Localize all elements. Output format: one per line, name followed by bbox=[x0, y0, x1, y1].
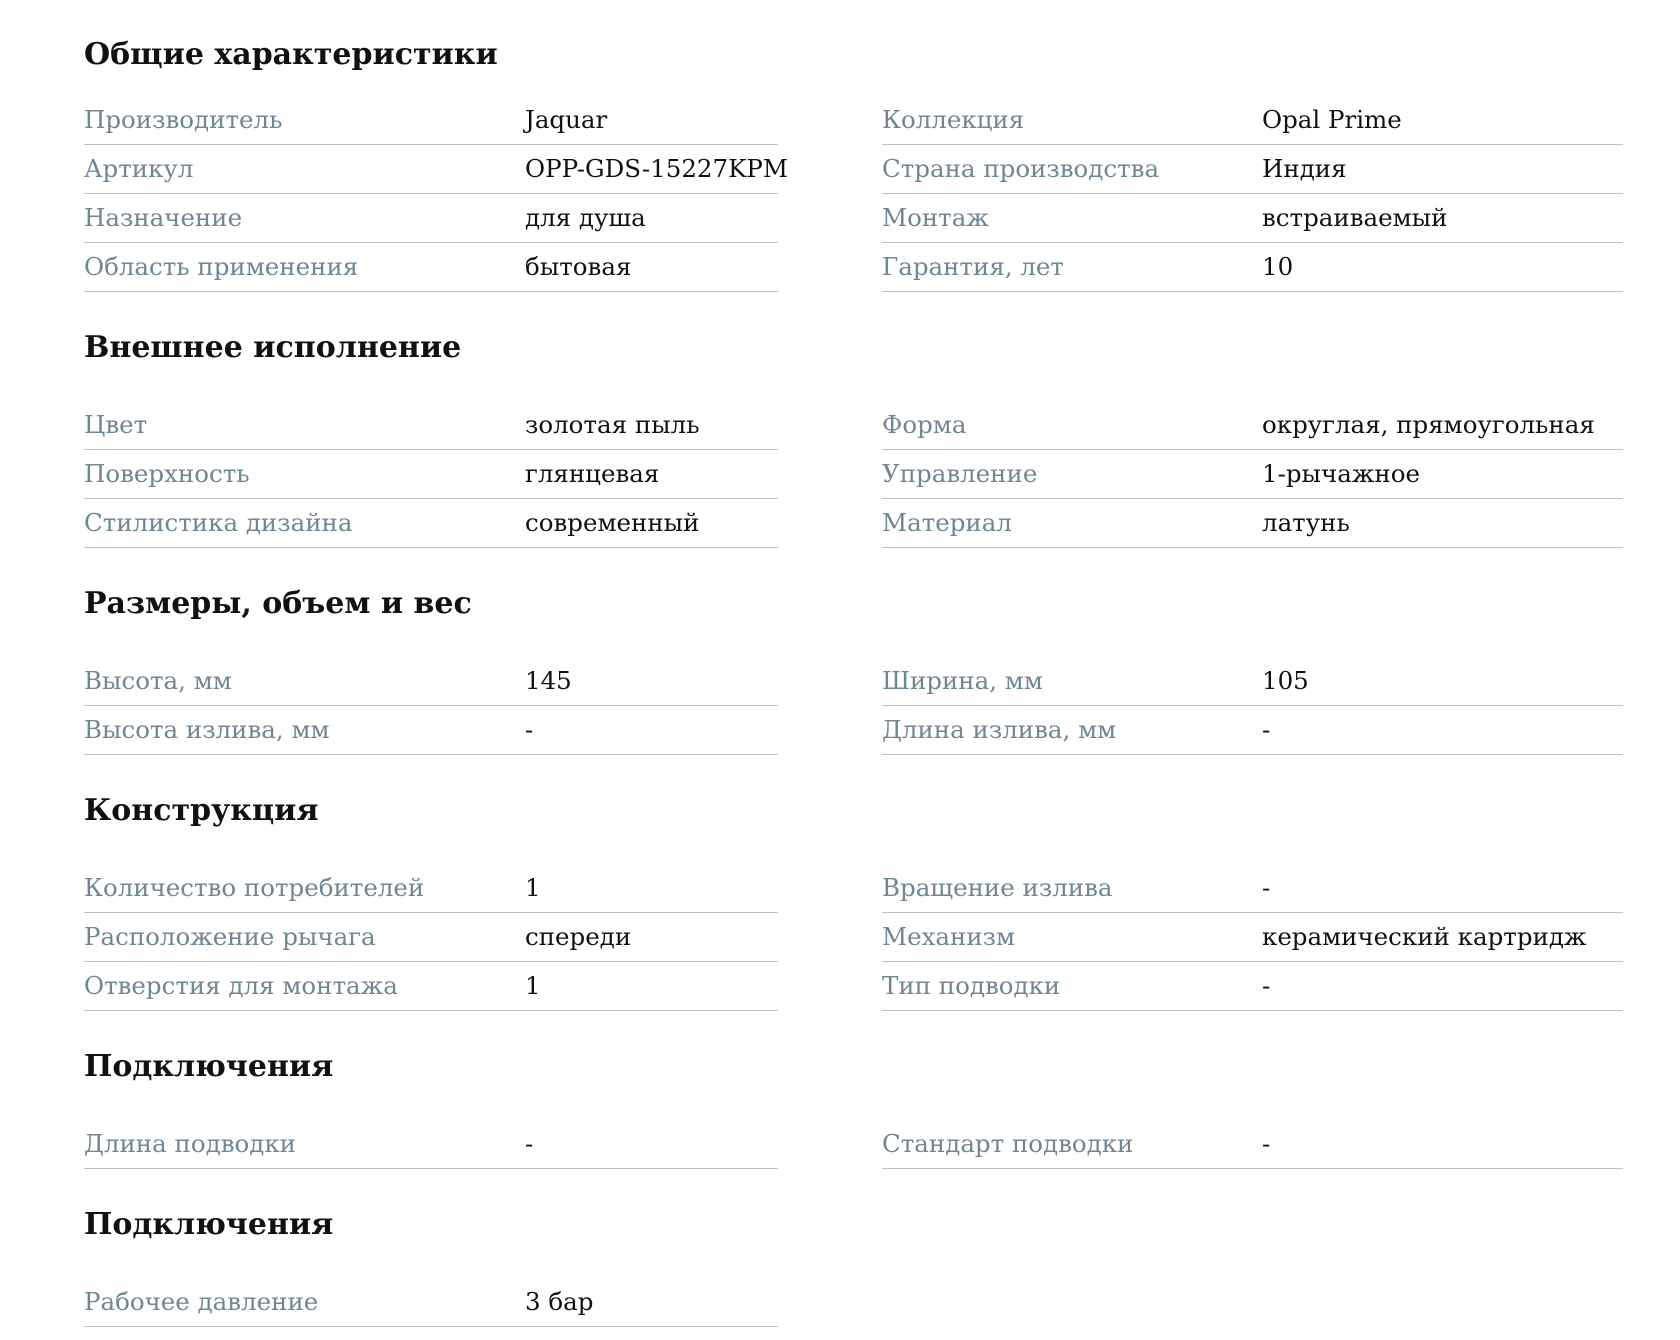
spec-value: - bbox=[525, 1129, 534, 1158]
spec-row bbox=[84, 1120, 778, 1169]
spec-value: керамический картридж bbox=[1262, 922, 1587, 951]
spec-label: Высота, мм bbox=[84, 666, 232, 695]
spec-value: глянцевая bbox=[525, 459, 660, 488]
spec-section bbox=[84, 548, 1632, 755]
spec-row bbox=[882, 657, 1623, 706]
spec-row bbox=[882, 962, 1623, 1011]
spec-grid bbox=[84, 401, 1595, 548]
spec-label: Форма bbox=[882, 410, 967, 439]
section-title-block bbox=[84, 292, 1632, 401]
spec-value: латунь bbox=[1262, 508, 1350, 537]
spec-row bbox=[84, 1278, 778, 1327]
spec-section bbox=[84, 1011, 1632, 1169]
spec-row bbox=[882, 864, 1623, 913]
spec-row bbox=[882, 194, 1623, 243]
spec-label: Материал bbox=[882, 508, 1012, 537]
section-title: Внешнее исполнение bbox=[84, 330, 462, 365]
spec-label: Расположение рычага bbox=[84, 922, 376, 951]
spec-label: Цвет bbox=[84, 410, 148, 439]
spec-value: - bbox=[1262, 1129, 1271, 1158]
spec-row bbox=[882, 243, 1623, 292]
spec-label: Назначение bbox=[84, 203, 243, 232]
specifications-panel bbox=[84, 0, 1632, 1327]
spec-value: - bbox=[1262, 873, 1271, 902]
section-title: Подключения bbox=[84, 1207, 334, 1242]
spec-label: Длина излива, мм bbox=[882, 715, 1117, 744]
spec-label: Стилистика дизайна bbox=[84, 508, 353, 537]
section-title-block bbox=[84, 0, 1632, 96]
spec-value: современный bbox=[525, 508, 700, 537]
spec-label: Отверстия для монтажа bbox=[84, 971, 398, 1000]
spec-value: - bbox=[1262, 971, 1271, 1000]
spec-value: встраиваемый bbox=[1262, 203, 1448, 232]
spec-row bbox=[882, 499, 1623, 548]
section-title: Конструкция bbox=[84, 793, 319, 828]
spec-value: 3 бар bbox=[525, 1287, 594, 1316]
spec-value: - bbox=[525, 715, 534, 744]
spec-label: Тип подводки bbox=[882, 971, 1061, 1000]
spec-grid bbox=[84, 864, 1587, 1011]
spec-row bbox=[84, 864, 778, 913]
section-title-block bbox=[84, 755, 1632, 864]
spec-value: золотая пыль bbox=[525, 410, 700, 439]
spec-row bbox=[882, 450, 1623, 499]
spec-section bbox=[84, 755, 1632, 1011]
spec-section bbox=[84, 292, 1632, 548]
spec-label: Длина подводки bbox=[84, 1129, 296, 1158]
spec-value: 1-рычажное bbox=[1262, 459, 1420, 488]
spec-label: Коллекция bbox=[882, 105, 1025, 134]
spec-row bbox=[84, 243, 778, 292]
spec-label: Стандарт подводки bbox=[882, 1129, 1134, 1158]
spec-value: для душа bbox=[525, 203, 646, 232]
spec-row bbox=[882, 401, 1623, 450]
empty-cell bbox=[882, 1278, 1576, 1327]
spec-label: Производитель bbox=[84, 105, 283, 134]
section-title: Общие характеристики bbox=[84, 37, 498, 72]
section-title-block bbox=[84, 1011, 1632, 1120]
spec-row bbox=[84, 194, 778, 243]
spec-label: Поверхность bbox=[84, 459, 250, 488]
spec-grid bbox=[84, 1120, 1576, 1169]
spec-label: Высота излива, мм bbox=[84, 715, 330, 744]
spec-row bbox=[84, 706, 778, 755]
spec-label: Механизм bbox=[882, 922, 1016, 951]
spec-label: Количество потребителей bbox=[84, 873, 425, 902]
section-title-block bbox=[84, 1169, 1632, 1278]
spec-label: Вращение излива bbox=[882, 873, 1113, 902]
spec-grid bbox=[84, 657, 1576, 755]
spec-value: бытовая bbox=[525, 252, 632, 281]
spec-value: OPP-GDS-15227KPM bbox=[525, 154, 788, 183]
section-title: Подключения bbox=[84, 1049, 334, 1084]
spec-label: Гарантия, лет bbox=[882, 252, 1064, 281]
spec-section bbox=[84, 0, 1632, 292]
spec-label: Артикул bbox=[84, 154, 194, 183]
spec-label: Рабочее давление bbox=[84, 1287, 319, 1316]
section-title: Размеры, объем и вес bbox=[84, 586, 472, 621]
spec-row bbox=[84, 913, 778, 962]
spec-value: Opal Prime bbox=[1262, 105, 1402, 134]
spec-label: Управление bbox=[882, 459, 1038, 488]
spec-row bbox=[84, 657, 778, 706]
spec-row bbox=[882, 145, 1623, 194]
spec-row bbox=[882, 1120, 1623, 1169]
spec-value: - bbox=[1262, 715, 1271, 744]
spec-value: Jaquar bbox=[525, 105, 608, 134]
spec-row bbox=[84, 96, 778, 145]
spec-value: спереди bbox=[525, 922, 632, 951]
spec-value: 1 bbox=[525, 873, 541, 902]
spec-row bbox=[84, 962, 778, 1011]
spec-value: 145 bbox=[525, 666, 572, 695]
spec-label: Ширина, мм bbox=[882, 666, 1043, 695]
spec-value: 1 bbox=[525, 971, 541, 1000]
spec-section bbox=[84, 1169, 1632, 1327]
spec-row bbox=[84, 401, 778, 450]
spec-label: Область применения bbox=[84, 252, 359, 281]
spec-value: округлая, прямоугольная bbox=[1262, 410, 1595, 439]
spec-grid bbox=[84, 1278, 1576, 1327]
spec-row bbox=[84, 450, 778, 499]
spec-row bbox=[882, 706, 1623, 755]
spec-row bbox=[882, 96, 1623, 145]
spec-row bbox=[882, 913, 1623, 962]
spec-value: Индия bbox=[1262, 154, 1347, 183]
spec-value: 10 bbox=[1262, 252, 1294, 281]
spec-label: Монтаж bbox=[882, 203, 989, 232]
spec-label: Страна производства bbox=[882, 154, 1160, 183]
spec-row bbox=[84, 499, 778, 548]
spec-value: 105 bbox=[1262, 666, 1309, 695]
spec-row bbox=[84, 145, 788, 194]
spec-grid bbox=[84, 96, 1576, 292]
section-title-block bbox=[84, 548, 1632, 657]
